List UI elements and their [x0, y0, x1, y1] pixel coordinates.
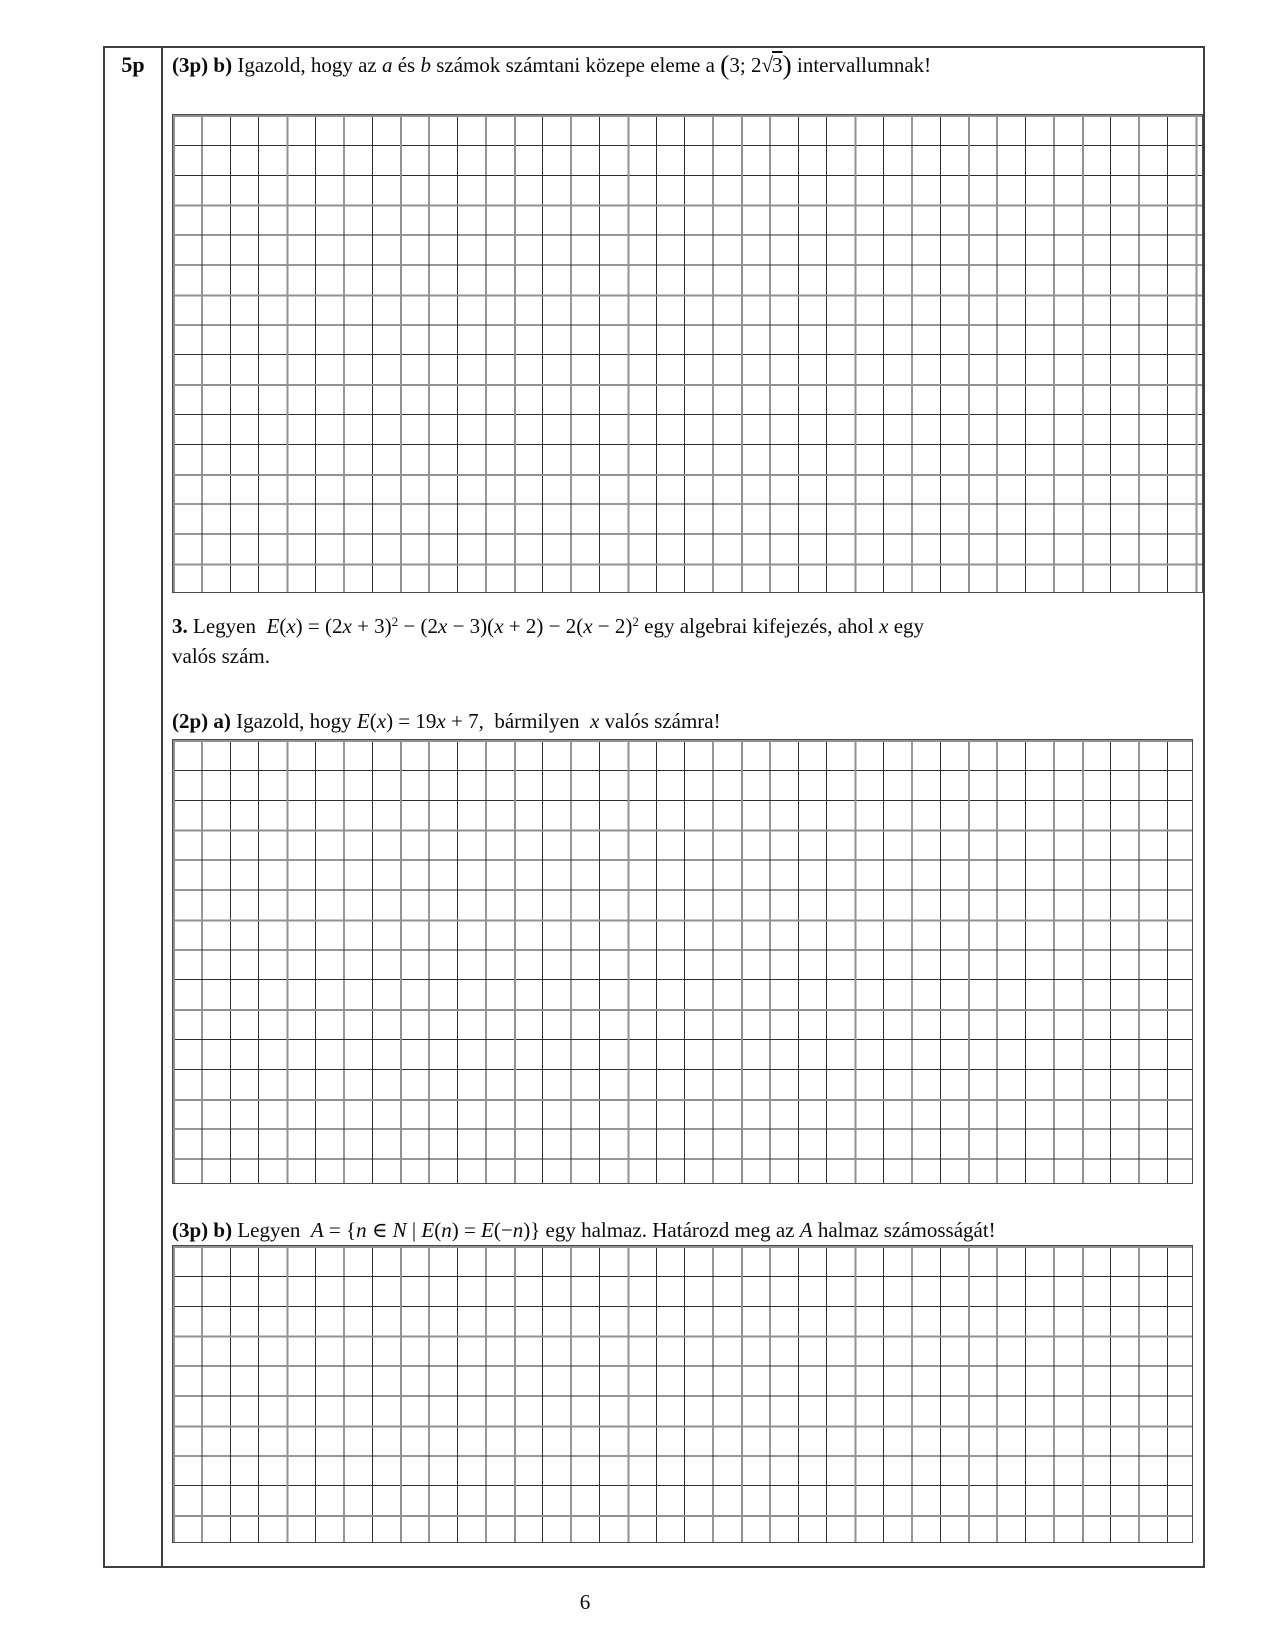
page-number: 6 [579, 1590, 591, 1614]
score-label: 5p [121, 52, 145, 77]
question-3a-text: (2p) a) Igazold, hogy E(x) = 19x + 7, bármilyen x valós számra! [172, 709, 721, 733]
exercise-3-intro-line2: valós szám. [172, 644, 270, 668]
score-column [105, 48, 163, 1566]
exercise-3-intro-line1: 3. Legyen $E(x) = (2x + 3)^2 - (2x - 3)(x + 2) - 2(x - 2)^2$ egy algebrai kifejezés, ahol x egy [172, 613, 925, 638]
answer-grid-1 [172, 114, 1203, 593]
exam-table [103, 46, 1205, 1568]
content-column [163, 48, 1203, 1566]
answer-grid-2 [172, 739, 1193, 1184]
question-3b-text: (3p) b) Legyen A = {n ∈ N | E(n) = E(−n)} egy halmaz. Határozd meg az A halmaz számosságát! [172, 1218, 996, 1242]
answer-grid-3 [172, 1245, 1193, 1543]
question-2b-text: (3p) b) Igazold, hogy az a és b számok számtani közepe eleme a (3; 2√3) intervallumnak! [172, 49, 932, 81]
